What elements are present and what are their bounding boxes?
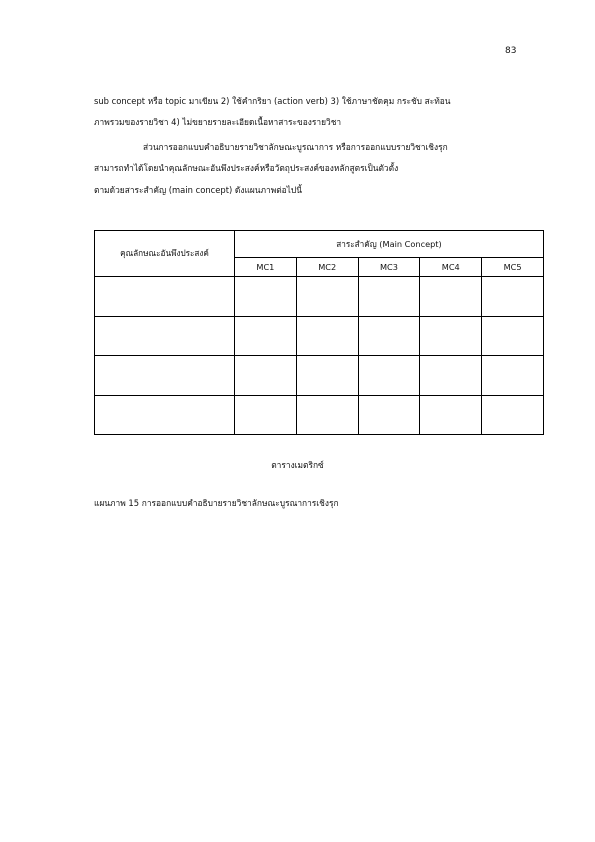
table-cell bbox=[235, 277, 297, 317]
table-cell bbox=[482, 356, 544, 396]
main-concept-header: สาระสำคัญ (Main Concept) bbox=[235, 231, 544, 258]
row-header-cell: คุณลักษณะอันพึงประสงค์ bbox=[95, 231, 235, 277]
table-label: ตารางเมตริกซ์ bbox=[271, 460, 324, 470]
table-cell bbox=[482, 316, 544, 356]
table-cell bbox=[95, 395, 235, 435]
column-header-mc1: MC1 bbox=[235, 258, 297, 277]
page-number: 83 bbox=[505, 46, 517, 56]
table-cell bbox=[358, 277, 420, 317]
table-cell bbox=[95, 356, 235, 396]
column-header-mc3: MC3 bbox=[358, 258, 420, 277]
table-row bbox=[95, 356, 544, 396]
column-header-mc5: MC5 bbox=[482, 258, 544, 277]
table-cell bbox=[358, 356, 420, 396]
body-paragraph-line-3: ส่วนการออกแบบคำอธิบายรายวิชาลักษณะบูรณาการ หรือการออกแบบรายวิชาเชิงรุก bbox=[143, 142, 448, 152]
table-cell bbox=[235, 316, 297, 356]
table-cell bbox=[296, 395, 358, 435]
table-cell bbox=[420, 277, 482, 317]
table-cell bbox=[235, 356, 297, 396]
table-cell bbox=[95, 277, 235, 317]
body-paragraph-line-1: sub concept หรือ topic มาเขียน 2) ใช้คำกริยา (action verb) 3) ใช้ภาษาชัดคุม กระชับ สะท้อน bbox=[94, 96, 451, 106]
table-row bbox=[95, 316, 544, 356]
body-paragraph-line-2: ภาพรวมของรายวิชา 4) ไม่ขยายรายละเอียดเนื้อหาสาระของรายวิชา bbox=[94, 117, 342, 127]
matrix-table bbox=[94, 230, 544, 435]
body-paragraph-line-5: ตามด้วยสาระสำคัญ (main concept) ดังแผนภาพต่อไปนี้ bbox=[94, 185, 302, 195]
column-header-mc2: MC2 bbox=[296, 258, 358, 277]
table-cell bbox=[358, 395, 420, 435]
table-cell bbox=[296, 316, 358, 356]
table-cell bbox=[482, 395, 544, 435]
table-cell bbox=[420, 395, 482, 435]
body-paragraph-line-4: สามารถทำได้โดยนำคุณลักษณะอันพึงประสงค์หรือวัตถุประสงค์ของหลักสูตรเป็นตัวตั้ง bbox=[94, 163, 399, 173]
table-cell bbox=[420, 356, 482, 396]
table-row bbox=[95, 277, 544, 317]
table-cell bbox=[420, 316, 482, 356]
figure-caption: แผนภาพ 15 การออกแบบคำอธิบายรายวิชาลักษณะบูรณาการเชิงรุก bbox=[94, 498, 339, 508]
table-cell bbox=[358, 316, 420, 356]
table-cell bbox=[235, 395, 297, 435]
table-cell bbox=[296, 277, 358, 317]
table-cell bbox=[482, 277, 544, 317]
table-cell bbox=[296, 356, 358, 396]
column-header-mc4: MC4 bbox=[420, 258, 482, 277]
table-row bbox=[95, 395, 544, 435]
table-cell bbox=[95, 316, 235, 356]
